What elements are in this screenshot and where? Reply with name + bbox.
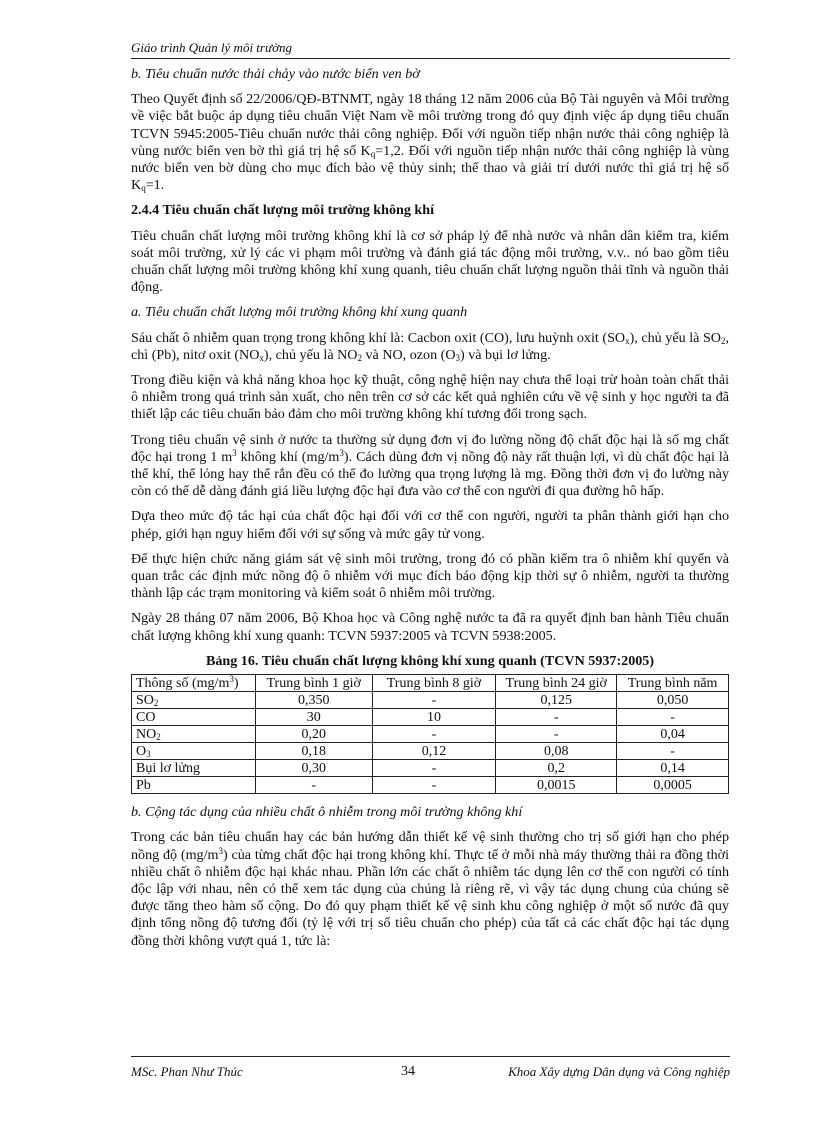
table-cell: 0,14: [617, 760, 729, 777]
row-label: CO: [132, 709, 256, 726]
column-header-parameter: Thông số $(mg/m^3)$: [132, 675, 256, 692]
row-label: Pb: [132, 777, 256, 794]
table-caption: Bảng 16. Tiêu chuẩn chất lượng không khí xung quanh (TCVN 5937:2005): [205, 652, 655, 669]
paragraph-technology: Trong điều kiện và khả năng khoa học kỹ thuật, công nghệ hiện nay chưa thể loại trừ hoàn toàn chất thải ô nhiễm trong quá trình sản xuất, cho nên trên cơ sở các kết quả nghiên cứu về vệ sinh y học người ta đã thiết lập các tiêu chuẩn bảo đảm cho môi trường không khí tương đối trong sạch.: [131, 372, 729, 423]
table-cell: -: [372, 726, 496, 743]
paragraph-coastal-water: Theo Quyết định số 22/2006/QĐ-BTNMT, ngày 18 tháng 12 năm 2006 của Bộ Tài nguyên và Môi trường về việc bắt buộc áp dụng tiêu chuẩn Việt Nam về môi trường trong đó quy định việc áp dụng tiêu chuẩn TCVN 5945:2005-Tiêu chuẩn nước thải công nghiệp. Đối với nguồn tiếp nhận nước thải công nghiệp là vùng nước biển ven bờ thì giá trị hệ số $K_q=1,2$. Đối với nguồn tiếp nhận nước thải công nghiệp là vùng nước biển ven bờ dùng cho mục đích bảo vệ thủy sinh; thể thao và giải trí dưới nước thì giá trị hệ số $K_q=1$.: [131, 91, 729, 194]
section-heading-2-4-4: 2.4.4 Tiêu chuẩn chất lượng môi trường không khí: [131, 202, 434, 219]
table-cell: -: [372, 760, 496, 777]
table-row: [132, 743, 729, 760]
column-header-year: Trung bình năm: [617, 675, 729, 692]
table-cell: -: [617, 709, 729, 726]
table-cell: 30: [255, 709, 372, 726]
footer-rule: [131, 1056, 730, 1057]
column-header-8h: Trung bình 8 giờ: [372, 675, 496, 692]
table-row: [132, 692, 729, 709]
table-row: [132, 777, 729, 794]
subsection-b-title: b. Tiêu chuẩn nước thải chảy vào nước biển ven bờ: [131, 66, 420, 82]
table-header-row: [132, 675, 729, 692]
footer-author: MSc. Phan Như Thúc: [131, 1064, 243, 1079]
footer-department: Khoa Xây dựng Dân dụng và Công nghiệp: [508, 1064, 730, 1079]
table-cell: 0,050: [617, 692, 729, 709]
page-body: [131, 66, 729, 958]
row-label: $SO_2$: [132, 692, 256, 709]
table-cell: 0,0015: [496, 777, 617, 794]
paragraph-air-standard-intro: Tiêu chuẩn chất lượng môi trường không khí là cơ sở pháp lý để nhà nước và nhân dân kiểm tra, kiểm soát môi trường, xử lý các vi phạm môi trường và đánh giá tác động môi trường, v.v.. nó bao gồm tiêu chuẩn chất lượng môi trường không khí xung quanh, tiêu chuẩn chất lượng nguồn thải tĩnh và nguồn thải động.: [131, 227, 729, 296]
paragraph-combined-effect: Trong các bản tiêu chuẩn hay các bản hướng dẫn thiết kế vệ sinh thường cho trị số giới hạn cho phép nồng độ $(mg/m^3)$ của từng chất độc hại trong không khí. Thực tế ở mỗi nhà máy thường thải ra đồng thời nhiều chất ô nhiễm độc hại khác nhau. Phần lớn các chất ô nhiễm tác dụng lên cơ thể con người có tính độc lập với nhau, nên có thể xem tác dụng của chúng là riêng rẽ, vì vậy tác dụng chung của chúng sẽ được tăng theo hàm số cộng. Do đó quy phạm thiết kế vệ sinh khu công nghiệp ở một số nước đã quy định tổng nồng độ tương đối (tỷ lệ với trị số tiêu chuẩn cho phép) của tất cả các chất độc hại tác dụng đồng thời không vượt quá 1, tức là:: [131, 829, 729, 949]
table-cell: 0,12: [372, 743, 496, 760]
paragraph-decision-2006: Ngày 28 tháng 07 năm 2006, Bộ Khoa học và Công nghệ nước ta đã ra quyết định ban hành Tiêu chuẩn chất lượng không khí xung quanh: TCVN 5937:2005 và TCVN 5938:2005.: [131, 610, 729, 644]
subsection-b2-title: b. Cộng tác dụng của nhiều chất ô nhiễm trong môi trường không khí: [131, 804, 523, 821]
table-cell: 0,0005: [617, 777, 729, 794]
table-cell: -: [255, 777, 372, 794]
running-header: Giáo trình Quản lý môi trường: [131, 40, 293, 55]
paragraph-six-pollutants: Sáu chất ô nhiễm quan trọng trong không khí là: Cacbon oxit (CO), lưu huỳnh oxit $(SO_x)$, chủ yếu là $SO_2$, chì (Pb), nitơ oxit $(NO_x)$, chủ yếu là $NO_2$ và NO, ozon $(O_3)$ và bụi lơ lửng.: [131, 329, 729, 363]
page-number: 34: [401, 1064, 415, 1079]
table-row: [132, 760, 729, 777]
paragraph-units: Trong tiêu chuẩn vệ sinh ở nước ta thường sử dụng đơn vị đo lường nồng độ chất độc hại là số mg chất độc hại trong 1 $m^3$ không khí $(mg/m^3)$. Cách dùng đơn vị nồng độ này rất thuận lợi, vì dù chất độc hại là thể khí, thể lỏng hay thể rắn đều có thể đo lường qua trọng lượng là mg. Đồng thời đơn vị đo lường này còn có thể dễ dàng đánh giá liều lượng độc hại đưa vào cơ thể con người đi qua đường hô hấp.: [131, 431, 729, 500]
table-cell: -: [496, 726, 617, 743]
column-header-24h: Trung bình 24 giờ: [496, 675, 617, 692]
row-label: Bụi lơ lửng: [132, 760, 256, 777]
table-cell: -: [372, 777, 496, 794]
subsection-a-title: a. Tiêu chuẩn chất lượng môi trường không khí xung quanh: [131, 304, 468, 321]
row-label: $O_3$: [132, 743, 256, 760]
table-cell: 0,350: [255, 692, 372, 709]
table-cell: 0,2: [496, 760, 617, 777]
table-cell: 0,125: [496, 692, 617, 709]
table-row: [132, 709, 729, 726]
column-header-1h: Trung bình 1 giờ: [255, 675, 372, 692]
table-cell: -: [617, 743, 729, 760]
paragraph-toxicity-levels: Dựa theo mức độ tác hại của chất độc hại đối với cơ thể con người, người ta phân thành giới hạn cho phép, giới hạn nguy hiểm đối với sự sống và mức gây tử vong.: [131, 508, 729, 542]
row-label: $NO_2$: [132, 726, 256, 743]
table-cell: 0,30: [255, 760, 372, 777]
table-cell: 10: [372, 709, 496, 726]
header-rule: [131, 58, 730, 59]
table-cell: 0,20: [255, 726, 372, 743]
air-quality-table: [131, 674, 729, 794]
table-cell: 0,08: [496, 743, 617, 760]
table-cell: -: [496, 709, 617, 726]
table-row: [132, 726, 729, 743]
table-cell: 0,18: [255, 743, 372, 760]
table-cell: 0,04: [617, 726, 729, 743]
paragraph-monitoring: Để thực hiện chức năng giám sát vệ sinh môi trường, trong đó có phần kiểm tra ô nhiễm khí quyển và quan trắc các định mức nồng độ ô nhiễm với mục đích báo động kịp thời sự ô nhiễm, người ta thường thành lập các trạm monitoring và kiểm soát ô nhiễm môi trường.: [131, 550, 729, 602]
table-cell: -: [372, 692, 496, 709]
